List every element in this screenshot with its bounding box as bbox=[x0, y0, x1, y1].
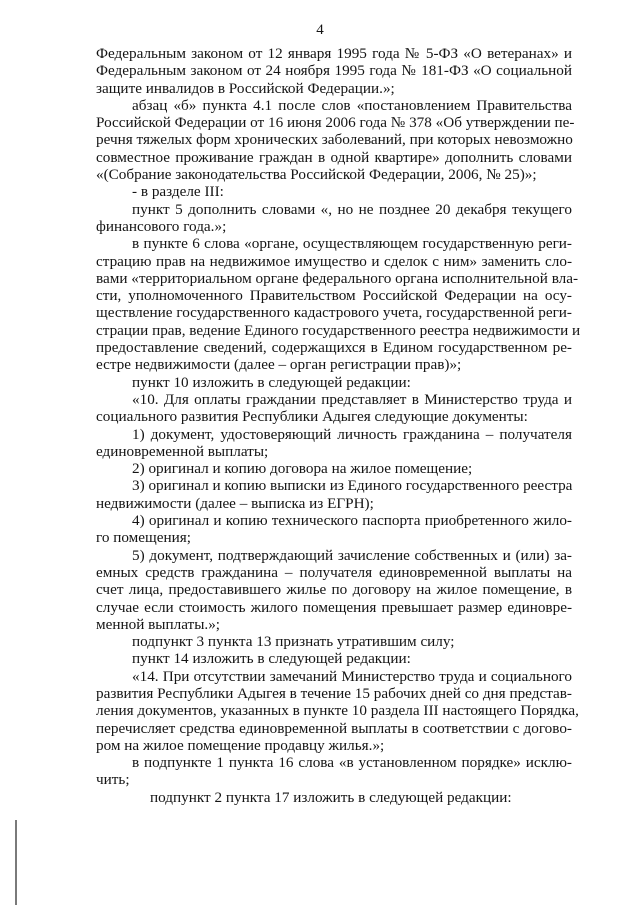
text-line: единовременной выплаты; bbox=[96, 442, 269, 460]
text-line: естре недвижимости (далее – орган регистрации прав)»; bbox=[96, 356, 462, 374]
text-line: 4) оригинал и копию технического паспорта приобретенного жило- bbox=[132, 512, 572, 530]
text-line: пункт 5 дополнить словами «, но не позднее 20 декабря текущего bbox=[132, 200, 572, 218]
text-line: страцию прав на недвижимое имущество и сделок с ним» заменить сло- bbox=[96, 252, 572, 270]
text-line: счет лица, предоставившего жилье по договору на жилое помещение, в bbox=[96, 581, 572, 599]
text-line: страции прав, ведение Единого государственного реестра недвижимости и bbox=[96, 321, 581, 339]
text-line: совместное проживание граждан в одной квартире» дополнить словами bbox=[96, 148, 572, 166]
text-line: «14. При отсутствии замечаний Министерство труда и социального bbox=[132, 667, 572, 685]
text-line: недвижимости (далее – выписка из ЕГРН); bbox=[96, 494, 374, 512]
text-line: ром на жилое помещение продавцу жилья.»; bbox=[96, 736, 385, 754]
text-line: 3) оригинал и копию выписки из Единого государственного реестра bbox=[132, 477, 573, 495]
text-line: 5) документ, подтверждающий зачисление собственных и (или) за- bbox=[132, 546, 572, 564]
text-line: ществление государственного кадастрового учета, государственной реги- bbox=[96, 304, 572, 322]
text-line: чить; bbox=[96, 771, 130, 789]
text-line: «(Собрание законодательства Российской Федерации, 2006, № 25)»; bbox=[96, 166, 537, 184]
document-body bbox=[96, 45, 581, 806]
text-line: предоставление сведений, содержащихся в Едином государственном ре- bbox=[96, 339, 572, 357]
text-line: «10. Для оплаты граждании представляет в Министерство труда и bbox=[132, 390, 572, 408]
text-line: сти, уполномоченного Правительством Российской Федерации на осу- bbox=[96, 287, 572, 305]
text-line: перечисляет средства единовременной выплаты в соответствии с догово- bbox=[96, 719, 572, 737]
text-line: вами «территориальном органе федерального органа исполнительной вла- bbox=[96, 269, 579, 287]
text-line: защите инвалидов в Российской Федерации.»; bbox=[96, 79, 395, 97]
text-line: 1) документ, удостоверяющий личность гражданина – получателя bbox=[132, 425, 572, 443]
text-line: - в разделе III: bbox=[132, 183, 224, 201]
text-line: в пункте 6 слова «органе, осуществляющем государственную реги- bbox=[132, 235, 572, 253]
text-line: 2) оригинал и копию договора на жилое помещение; bbox=[132, 460, 473, 478]
text-line: менной выплаты.»; bbox=[96, 615, 221, 633]
text-line: случае если стоимость жилого помещения превышает размер единовре- bbox=[96, 598, 572, 616]
text-line: ления документов, указанных в пункте 10 раздела III настоящего Порядка, bbox=[96, 702, 579, 720]
text-line: го помещения; bbox=[96, 529, 191, 547]
text-line: Федеральным законом от 24 ноября 1995 года № 181-ФЗ «О социальной bbox=[96, 62, 572, 80]
page-number: 4 bbox=[316, 22, 324, 38]
text-line: финансового года.»; bbox=[96, 217, 227, 235]
text-line: подпункт 2 пункта 17 изложить в следующей редакции: bbox=[150, 788, 512, 806]
text-line: емных средств гражданина – получателя единовременной выплаты на bbox=[96, 563, 572, 581]
text-line: Российской Федерации от 16 июня 2006 года № 378 «Об утверждении пе- bbox=[96, 114, 575, 132]
text-line: подпункт 3 пункта 13 признать утратившим силу; bbox=[132, 633, 455, 651]
text-line: Федеральным законом от 12 января 1995 года № 5-ФЗ «О ветеранах» и bbox=[96, 45, 572, 62]
text-line: развития Республики Адыгея в течение 15 рабочих дней со дня представ- bbox=[96, 684, 572, 702]
scan-edge-line bbox=[15, 820, 17, 905]
text-line: пункт 10 изложить в следующей редакции: bbox=[132, 373, 411, 391]
text-line: в подпункте 1 пункта 16 слова «в установленном порядке» исклю- bbox=[132, 754, 572, 772]
text-line: социального развития Республики Адыгея следующие документы: bbox=[96, 408, 528, 426]
text-line: абзац «б» пункта 4.1 после слов «постановлением Правительства bbox=[132, 96, 572, 114]
text-line: пункт 14 изложить в следующей редакции: bbox=[132, 650, 411, 668]
text-line: речня тяжелых форм хронических заболеваний, при которых невозможно bbox=[96, 131, 573, 149]
